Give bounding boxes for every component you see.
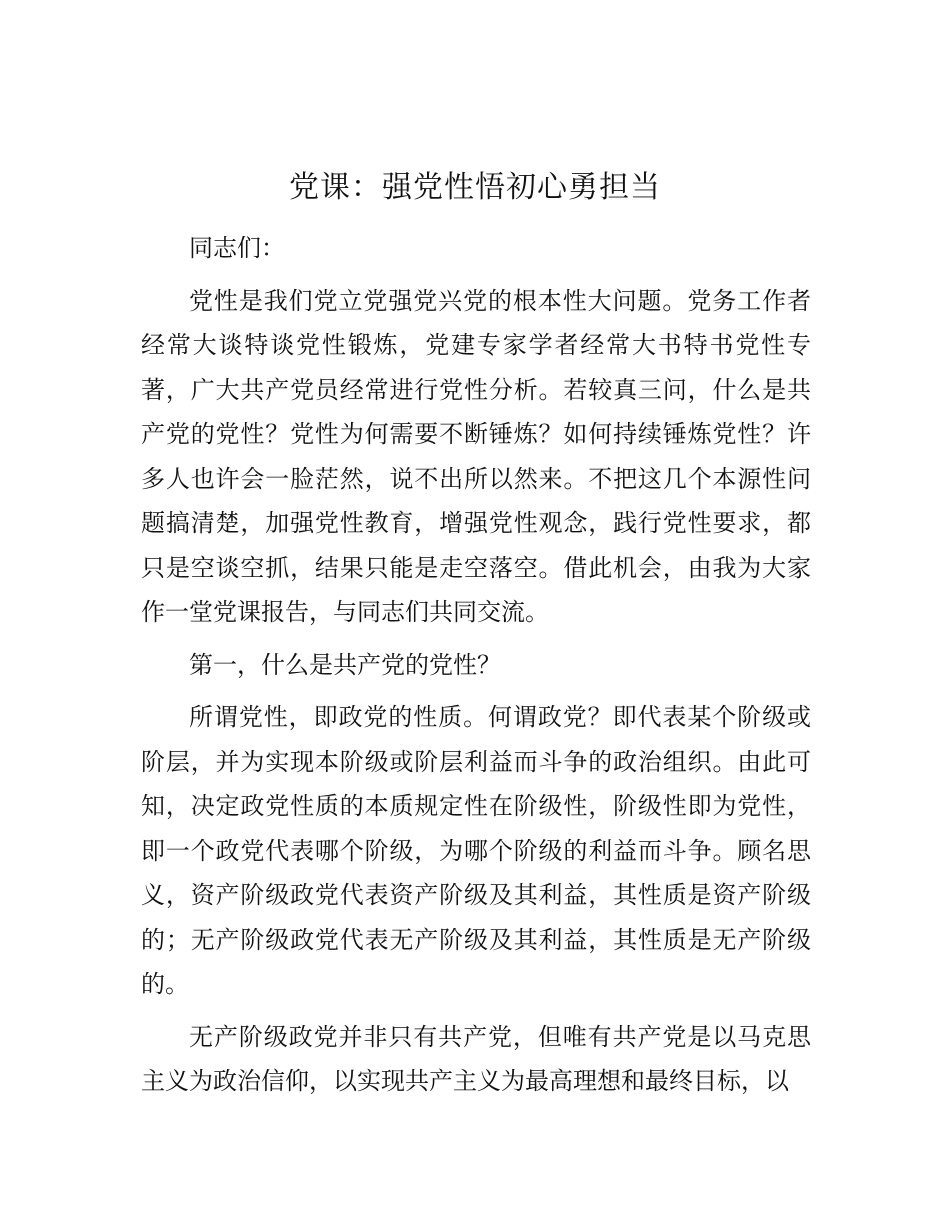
document-title: 党课：强党性悟初心勇担当 xyxy=(289,170,661,205)
paragraph-introduction: 党性是我们党立党强党兴党的根本性大问题。党务工作者经常大谈特谈党性锻炼，党建专家学者经常大书特书党性专著，广大共产党员经常进行党性分析。若较真三问，什么是共产党的党性？党性为何需要不断锤炼？如何持续锤炼党性？许多人也许会一脸茫然，说不出所以然来。不把这几个本源性问题搞清楚，加强党性教育，增强党性观念，践行党性要求，都只是空谈空抓，结果只能是走空落空。借此机会，由我为大家作一堂党课报告，与同志们共同交流。 xyxy=(141,286,811,626)
section-heading-first: 第一，什么是共产党的党性？ xyxy=(189,650,501,679)
document-body xyxy=(141,226,811,1104)
paragraph-party-nature-definition: 所谓党性，即政党的性质。何谓政党？即代表某个阶级或阶层，并为实现本阶级或阶层利益而斗争的政治组织。由此可知，决定政党性质的本质规定性在阶级性，阶级性即为党性，即一个政党代表哪个阶级，为哪个阶级的利益而斗争。顾名思义，资产阶级政党代表资产阶级及其利益，其性质是资产阶级的；无产阶级政党代表无产阶级及其利益，其性质是无产阶级的。 xyxy=(141,703,811,998)
paragraph-proletarian-party: 无产阶级政党并非只有共产党，但唯有共产党是以马克思主义为政治信仰，以实现共产主义为最高理想和最终目标，以 xyxy=(141,1022,811,1095)
paragraph-salutation: 同志们： xyxy=(189,234,285,262)
